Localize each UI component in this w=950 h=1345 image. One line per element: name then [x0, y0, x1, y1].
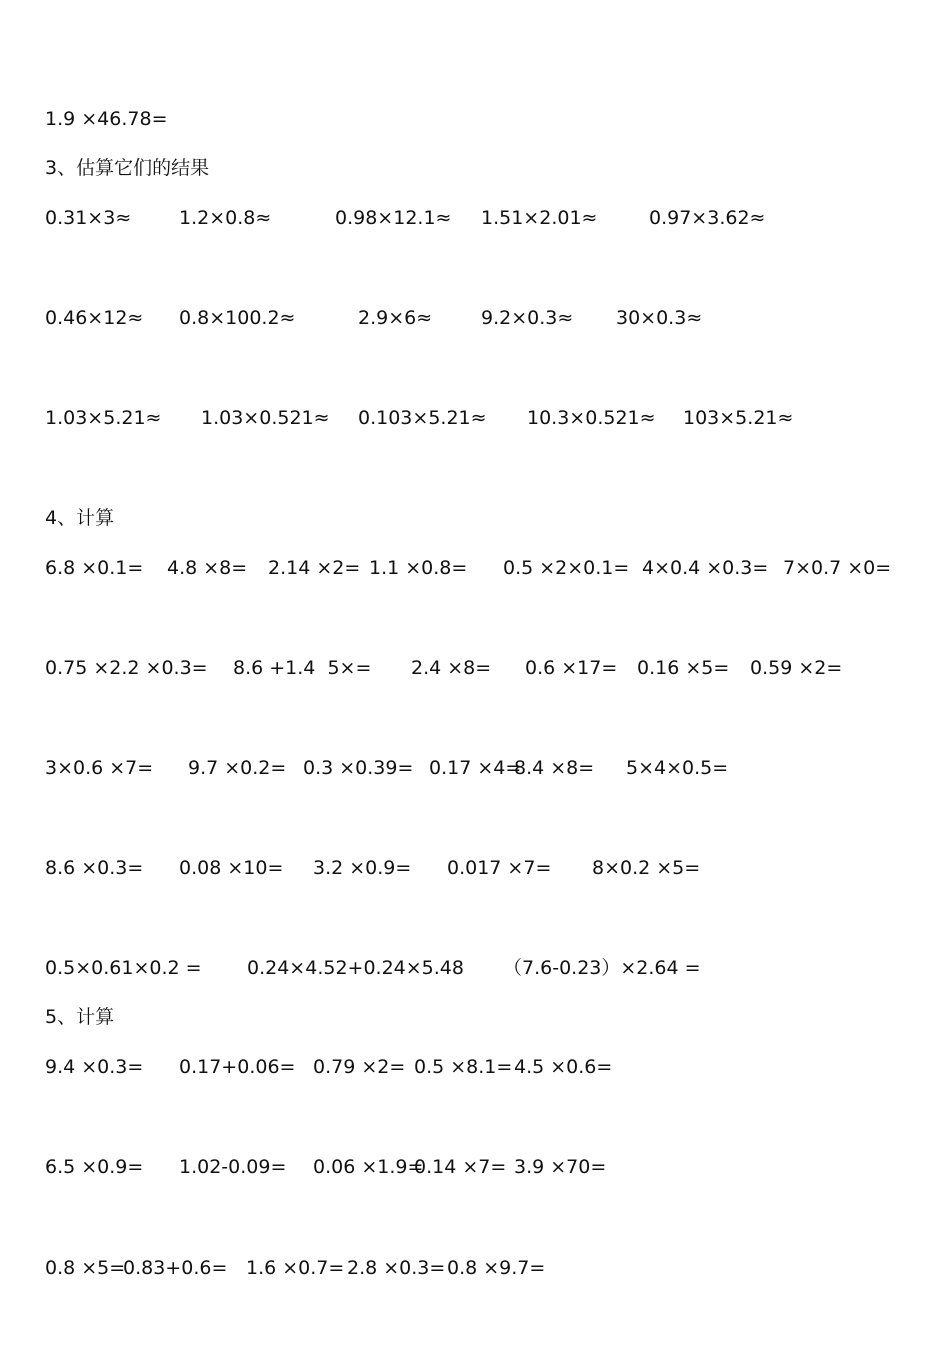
math-problem: 0.06 ×1.9= — [313, 1156, 424, 1178]
math-problem: 2.8 ×0.3= — [347, 1257, 446, 1279]
math-problem: 3×0.6 ×7= — [45, 757, 154, 779]
math-problem: 2.9×6≈ — [358, 307, 433, 329]
math-problem: 0.83+0.6= — [123, 1257, 228, 1279]
math-problem: 0.79 ×2= — [313, 1056, 406, 1078]
math-problem: 0.17 ×4= — [429, 757, 522, 779]
problem-line — [0, 305, 950, 331]
math-problem: 8.6 ×0.3= — [45, 857, 144, 879]
math-problem: 4.8 ×8= — [167, 557, 248, 579]
math-problem: 4×0.4 ×0.3= — [642, 557, 769, 579]
math-problem: 0.98×12.1≈ — [335, 207, 452, 229]
math-problem: 1.02-0.09= — [179, 1156, 287, 1178]
math-problem: 0.5×0.61×0.2 = — [45, 957, 202, 979]
math-problem: 0.103×5.21≈ — [358, 407, 487, 429]
math-problem: 0.24×4.52+0.24×5.48 — [247, 957, 464, 979]
math-problem: 0.59 ×2= — [750, 657, 843, 679]
math-problem: 0.6 ×17= — [525, 657, 618, 679]
problem-line — [0, 1054, 950, 1080]
math-problem: 10.3×0.521≈ — [527, 407, 656, 429]
math-problem: 103×5.21≈ — [683, 407, 794, 429]
math-problem: 0.08 ×10= — [179, 857, 284, 879]
math-problem: 0.97×3.62≈ — [649, 207, 766, 229]
math-problem: 8.4 ×8= — [514, 757, 595, 779]
math-problem: 4.5 ×0.6= — [514, 1056, 613, 1078]
problem-line — [0, 106, 950, 132]
math-problem: （7.6-0.23）×2.64 = — [503, 957, 701, 979]
problem-line — [0, 755, 950, 781]
math-problem: 2.4 ×8= — [411, 657, 492, 679]
math-problem: 0.017 ×7= — [447, 857, 552, 879]
math-problem: 1.03×5.21≈ — [45, 407, 162, 429]
math-problem: 8×0.2 ×5= — [592, 857, 701, 879]
math-problem: 7×0.7 ×0= — [783, 557, 892, 579]
math-problem: 0.8 ×5= — [45, 1257, 126, 1279]
math-problem: 0.8 ×9.7= — [447, 1257, 546, 1279]
math-problem: 9.2×0.3≈ — [481, 307, 574, 329]
math-problem: 1.9 ×46.78= — [45, 108, 168, 130]
math-problem: 5×4×0.5= — [626, 757, 729, 779]
problem-line — [0, 655, 950, 681]
math-problem: 6.5 ×0.9= — [45, 1156, 144, 1178]
section-heading: 3、估算它们的结果 — [45, 157, 210, 179]
math-problem: 0.46×12≈ — [45, 307, 144, 329]
math-problem: 1.03×0.521≈ — [201, 407, 330, 429]
math-problem: 0.3 ×0.39= — [303, 757, 414, 779]
section-heading: 4、计算 — [45, 507, 115, 529]
problem-line — [0, 555, 950, 581]
math-problem: 9.4 ×0.3= — [45, 1056, 144, 1078]
math-problem: 0.31×3≈ — [45, 207, 132, 229]
math-problem: 1.2×0.8≈ — [179, 207, 272, 229]
problem-line — [0, 405, 950, 431]
math-problem: 3.2 ×0.9= — [313, 857, 412, 879]
math-problem: 1.51×2.01≈ — [481, 207, 598, 229]
problem-line — [0, 955, 950, 981]
math-problem: 3.9 ×70= — [514, 1156, 607, 1178]
math-problem: 0.5 ×8.1= — [414, 1056, 513, 1078]
math-problem: 30×0.3≈ — [616, 307, 703, 329]
section-heading: 5、计算 — [45, 1006, 115, 1028]
math-problem: 0.8×100.2≈ — [179, 307, 296, 329]
math-problem: 0.16 ×5= — [637, 657, 730, 679]
problem-line — [0, 1255, 950, 1281]
math-problem: 1.6 ×0.7= — [246, 1257, 345, 1279]
math-problem: 0.17+0.06= — [179, 1056, 296, 1078]
problem-line — [0, 1154, 950, 1180]
math-problem: 8.6 +1.4 5×= — [233, 657, 372, 679]
math-problem: 1.1 ×0.8= — [369, 557, 468, 579]
math-problem: 0.75 ×2.2 ×0.3= — [45, 657, 208, 679]
math-problem: 6.8 ×0.1= — [45, 557, 144, 579]
math-problem: 2.14 ×2= — [268, 557, 361, 579]
math-problem: 9.7 ×0.2= — [188, 757, 287, 779]
problem-line — [0, 205, 950, 231]
math-problem: 0.5 ×2×0.1= — [503, 557, 630, 579]
problem-line — [0, 855, 950, 881]
math-problem: 0.14 ×7= — [414, 1156, 507, 1178]
